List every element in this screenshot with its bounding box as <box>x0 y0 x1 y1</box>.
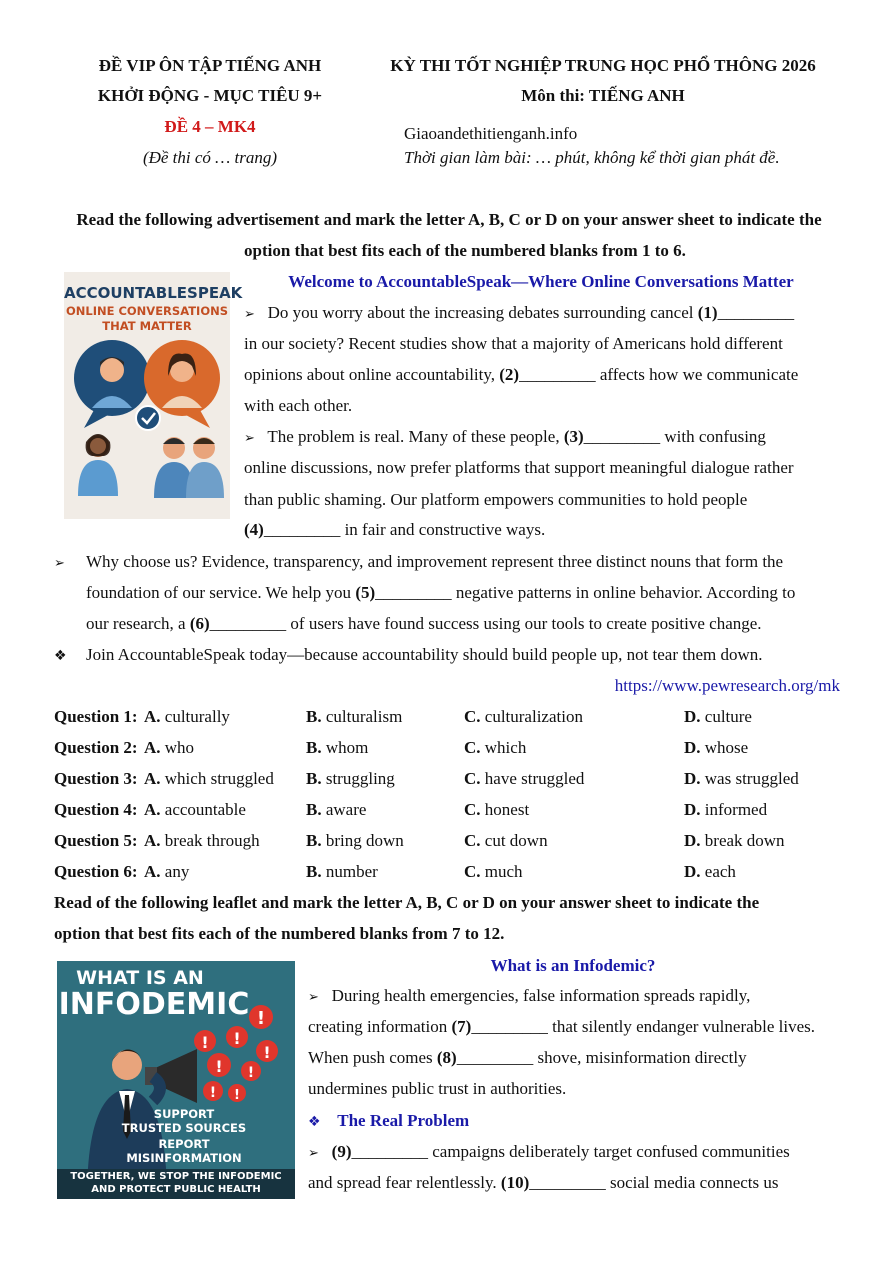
option-text: aware <box>325 800 367 819</box>
option-letter: B. <box>306 769 322 788</box>
website-text: Giaoandethitienganh.info <box>404 124 578 143</box>
paragraph1-line3: opinions about online accountability, (2)_________ affects how we communicate <box>244 365 799 384</box>
option-text: cut down <box>484 831 548 850</box>
paragraph2-line3: than public shaming. Our platform empowers communities to hold people <box>244 490 748 509</box>
section1-instruction-line1: Read the following advertisement and mark the letter A, B, C or D on your answer sheet to indicate the <box>76 210 822 229</box>
blank-6: _________ <box>209 614 287 633</box>
blank-9-number: (9) <box>331 1142 352 1161</box>
option-c[interactable] <box>464 831 548 851</box>
option-letter: C. <box>464 800 481 819</box>
option-a[interactable] <box>144 800 246 820</box>
paragraph3-line2: foundation of our service. We help you (5)_________ negative patterns in online behavior. According to <box>86 583 796 602</box>
option-d[interactable] <box>684 707 752 727</box>
option-letter: A. <box>144 862 161 881</box>
header-left-line2: KHỞI ĐỘNG - MỤC TIÊU 9+ <box>97 86 323 105</box>
advertisement-title: Welcome to AccountableSpeak—Where Online Conversations Matter <box>288 272 794 291</box>
question-row <box>54 769 844 789</box>
image2-footer-2: AND PROTECT PUBLIC HEALTH <box>91 1184 261 1195</box>
image-subtitle-2: THAT MATTER <box>102 319 192 333</box>
blank-2-number: (2) <box>499 365 520 384</box>
option-text: whose <box>704 738 749 757</box>
leaflet-p1-line3: When push comes (8)_________ shove, misinformation directly <box>308 1048 747 1067</box>
section2-instruction-line2: option that best fits each of the numbered blanks from 7 to 12. <box>54 924 505 943</box>
blank-9: _________ <box>351 1142 428 1161</box>
option-c[interactable] <box>464 800 529 820</box>
blank-10: _________ <box>529 1173 606 1192</box>
diamond-bullet-icon: ❖ <box>54 648 67 664</box>
question-label: Question 3: <box>54 769 138 788</box>
option-text: which struggled <box>164 769 274 788</box>
paragraph4-text: Join AccountableSpeak today—because accountability should build people up, not tear them down. <box>86 645 763 664</box>
leaflet-title: What is an Infodemic? <box>490 956 656 975</box>
option-b[interactable] <box>306 800 366 820</box>
option-b[interactable] <box>306 862 378 882</box>
paragraph2-line4: (4)_________ in fair and constructive ways. <box>244 520 546 539</box>
option-letter: D. <box>684 800 701 819</box>
blank-5-number: (5) <box>355 583 376 602</box>
option-text: bring down <box>325 831 404 850</box>
option-d[interactable] <box>684 831 785 851</box>
option-text: which <box>484 738 527 757</box>
question-row <box>54 738 844 758</box>
option-text: honest <box>484 800 530 819</box>
blank-4: _________ <box>263 520 341 539</box>
option-a[interactable] <box>144 738 194 758</box>
option-letter: C. <box>464 707 481 726</box>
option-letter: D. <box>684 862 701 881</box>
exam-title: KỲ THI TỐT NGHIỆP TRUNG HỌC PHỔ THÔNG 2026 <box>390 56 816 75</box>
option-text: struggling <box>325 769 395 788</box>
option-d[interactable] <box>684 800 767 820</box>
exam-code: ĐỀ 4 – MK4 <box>164 117 256 136</box>
option-text: culturalism <box>325 707 403 726</box>
option-text: number <box>325 862 378 881</box>
option-c[interactable] <box>464 769 584 789</box>
question-row <box>54 831 844 851</box>
image2-title-2: INFODEMIC <box>58 987 250 1022</box>
option-text: culturalization <box>484 707 583 726</box>
option-letter: B. <box>306 738 322 757</box>
option-text: informed <box>704 800 768 819</box>
option-text: break through <box>164 831 260 850</box>
question-label: Question 1: <box>54 707 138 726</box>
leaflet-p2-line1: ➢ (9)_________ campaigns deliberately target confused communities <box>308 1142 790 1161</box>
image2-misinformation: MISINFORMATION <box>126 1151 242 1165</box>
leaflet-p2-line2: and spread fear relentlessly. (10)_________ social media connects us <box>308 1173 779 1192</box>
paragraph1-line4: with each other. <box>244 396 353 415</box>
advertisement-image <box>64 272 243 519</box>
option-text: whom <box>325 738 369 757</box>
option-letter: D. <box>684 769 701 788</box>
option-text: who <box>164 738 195 757</box>
option-text: have struggled <box>484 769 585 788</box>
paragraph4-bullet <box>54 645 67 666</box>
arrow-bullet-icon: ➢ <box>54 556 65 571</box>
svg-text:!: ! <box>263 1043 271 1062</box>
svg-text:!: ! <box>201 1033 209 1052</box>
section1-instruction-line2: option that best fits each of the numbered blanks from 1 to 6. <box>244 241 686 260</box>
option-b[interactable] <box>306 738 368 758</box>
paragraph3-line3: our research, a (6)_________ of users have found success using our tools to create positive change. <box>86 614 762 633</box>
option-letter: B. <box>306 707 322 726</box>
option-text: break down <box>704 831 785 850</box>
blank-1: _________ <box>717 303 795 322</box>
blank-3-number: (3) <box>563 427 584 446</box>
option-c[interactable] <box>464 862 523 882</box>
question-label: Question 5: <box>54 831 138 850</box>
option-letter: C. <box>464 831 481 850</box>
arrow-bullet-icon: ➢ <box>244 431 255 446</box>
option-letter: A. <box>144 800 161 819</box>
paragraph3-line1-text: Why choose us? Evidence, transparency, and improvement represent three distinct nouns that form the <box>86 552 784 571</box>
option-text: culture <box>704 707 752 726</box>
option-letter: D. <box>684 831 701 850</box>
leaflet-p1-line4: undermines public trust in authorities. <box>308 1079 567 1098</box>
option-text: any <box>164 862 190 881</box>
option-d[interactable] <box>684 769 799 789</box>
header-left-line1: ĐỀ VIP ÔN TẬP TIẾNG ANH <box>98 56 322 75</box>
option-b[interactable] <box>306 831 404 851</box>
option-a[interactable] <box>144 831 260 851</box>
svg-text:!: ! <box>256 1008 266 1029</box>
option-letter: C. <box>464 862 481 881</box>
option-d[interactable] <box>684 738 748 758</box>
option-a[interactable] <box>144 769 274 789</box>
image2-footer-1: TOGETHER, WE STOP THE INFODEMIC <box>70 1171 282 1182</box>
option-letter: D. <box>684 738 701 757</box>
question-row <box>54 862 844 882</box>
diamond-bullet-icon: ❖ <box>308 1114 321 1130</box>
leaflet-subhead: ❖ The Real Problem <box>308 1111 470 1130</box>
leaflet-p1-line1: ➢ During health emergencies, false information spreads rapidly, <box>308 986 751 1005</box>
blank-10-number: (10) <box>500 1173 530 1192</box>
paragraph2-line2: online discussions, now prefer platforms that support meaningful dialogue rather <box>244 458 794 477</box>
option-letter: B. <box>306 831 322 850</box>
blank-5: _________ <box>375 583 452 602</box>
option-text: culturally <box>164 707 230 726</box>
image-title: ACCOUNTABLESPEAK <box>64 284 243 302</box>
svg-text:!: ! <box>233 1029 241 1048</box>
option-letter: C. <box>464 769 481 788</box>
option-a[interactable] <box>144 707 230 727</box>
question-label: Question 4: <box>54 800 138 819</box>
paragraph3-line1 <box>54 552 65 574</box>
blank-6-number: (6) <box>189 614 210 633</box>
blank-2: _________ <box>519 365 596 384</box>
blank-3: _________ <box>583 427 661 446</box>
svg-text:!: ! <box>247 1065 255 1081</box>
source-link[interactable]: https://www.pewresearch.org/mk <box>614 676 840 695</box>
subject-line: Môn thi: TIẾNG ANH <box>521 86 685 105</box>
arrow-bullet-icon: ➢ <box>308 990 319 1005</box>
paragraph2-line1: ➢ The problem is real. Many of these people, (3)_________ with confusing <box>244 427 766 446</box>
blank-8: _________ <box>456 1048 534 1067</box>
image2-report: REPORT <box>158 1137 210 1151</box>
image2-support: SUPPORT <box>153 1107 215 1121</box>
question-row <box>54 707 844 727</box>
option-text: was struggled <box>704 769 799 788</box>
blank-4-number: (4) <box>244 520 264 539</box>
option-text: accountable <box>164 800 246 819</box>
option-b[interactable] <box>306 769 395 789</box>
option-text: much <box>484 862 523 881</box>
svg-text:!: ! <box>234 1088 240 1103</box>
option-c[interactable] <box>464 707 583 727</box>
option-letter: A. <box>144 831 161 850</box>
blank-7-number: (7) <box>451 1017 472 1036</box>
infodemic-leaflet-image <box>57 961 295 1199</box>
time-note: Thời gian làm bài: … phút, không kể thời gian phát đề. <box>404 148 780 167</box>
option-letter: B. <box>306 862 322 881</box>
svg-text:!: ! <box>215 1057 223 1076</box>
image2-title-1: WHAT IS AN <box>76 967 204 989</box>
paragraph1-line2: in our society? Recent studies show that a majority of Americans hold different <box>244 334 783 353</box>
option-letter: A. <box>144 707 161 726</box>
image2-trusted-sources: TRUSTED SOURCES <box>121 1121 247 1135</box>
question-row <box>54 800 844 820</box>
question-label: Question 6: <box>54 862 138 881</box>
blank-1-number: (1) <box>697 303 718 322</box>
svg-text:!: ! <box>209 1085 217 1101</box>
option-letter: A. <box>144 769 161 788</box>
question-label: Question 2: <box>54 738 138 757</box>
blank-8-number: (8) <box>436 1048 457 1067</box>
arrow-bullet-icon: ➢ <box>308 1146 319 1161</box>
people-chat-illustration <box>64 336 230 519</box>
arrow-bullet-icon: ➢ <box>244 307 255 322</box>
option-text: each <box>704 862 736 881</box>
paragraph1-line1: ➢ Do you worry about the increasing debates surrounding cancel (1)_________ <box>244 303 795 322</box>
leaflet-p1-line2: creating information (7)_________ that silently endanger vulnerable lives. <box>308 1017 816 1036</box>
option-letter: A. <box>144 738 161 757</box>
image-subtitle-1: ONLINE CONVERSATIONS <box>65 304 229 318</box>
section2-instruction-line1: Read of the following leaflet and mark the letter A, B, C or D on your answer sheet to indicate the <box>54 893 760 912</box>
blank-7: _________ <box>471 1017 548 1036</box>
option-letter: C. <box>464 738 481 757</box>
option-d[interactable] <box>684 862 736 882</box>
option-letter: B. <box>306 800 322 819</box>
option-b[interactable] <box>306 707 402 727</box>
option-c[interactable] <box>464 738 526 758</box>
option-a[interactable] <box>144 862 189 882</box>
option-letter: D. <box>684 707 701 726</box>
page-count-note: (Đề thi có … trang) <box>142 148 278 167</box>
